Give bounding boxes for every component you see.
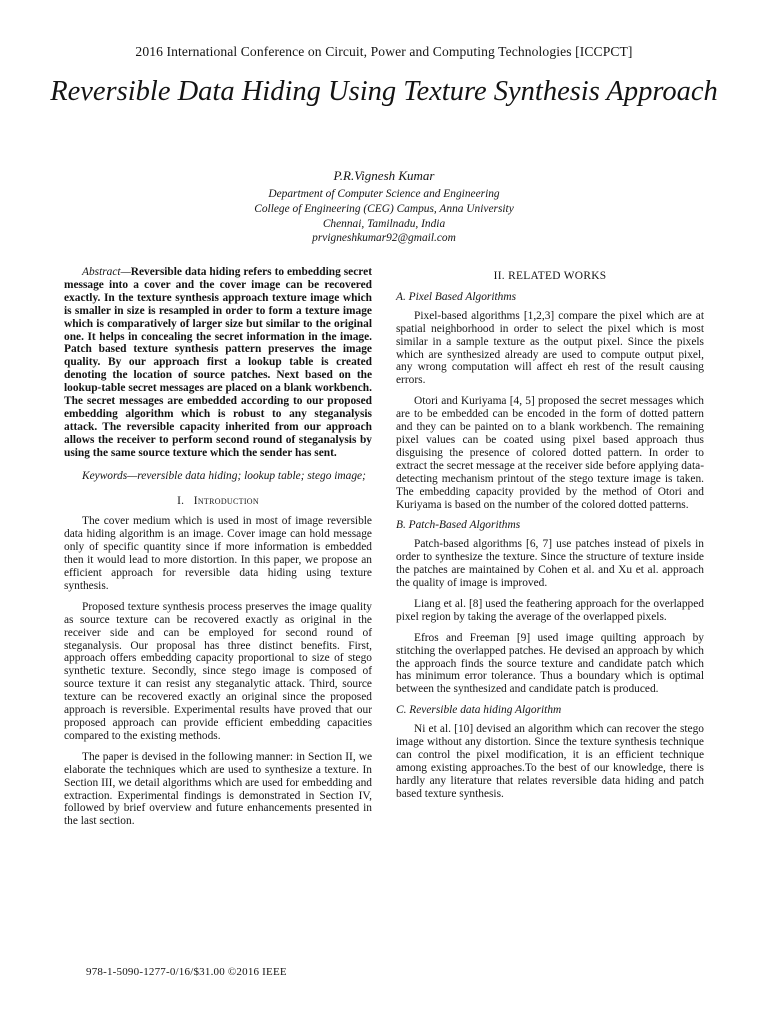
subsection-heading: B. Patch-Based Algorithms: [396, 519, 521, 532]
related-paragraph: Patch-based algorithms [6, 7] use patches instead of pixels in order to synthesize the texture. Since the structure of texture inside the patches are maintained by Cohen et al. and Xu et al. approach the quality of image is improved.: [396, 538, 704, 590]
right-column: [396, 270, 704, 809]
related-paragraph: Pixel-based algorithms [1,2,3] compare the pixel which are at spatial neighborhood in order to select the pixel which is most similar in a sample texture as the output pixel. Since the pixels which are synthesized already are used to compute output pixel, any wrong computation will affect eh rest of the result causing errors.: [396, 309, 704, 387]
section-heading-related-works: II. RELATED WORKS: [493, 270, 607, 282]
author-location: Chennai, Tamilnadu, India: [322, 217, 446, 230]
section-heading-introduction: [64, 495, 372, 508]
intro-paragraph: The paper is devised in the following manner: in Section II, we elaborate the techniques which are used to synthesize a texture. In Section III, we detail algorithms which are used for embedding and extraction. Experimental findings is demonstrated in Section IV, followed by brief overview and future enhancements presented in the last section.: [64, 750, 372, 828]
related-paragraph: Otori and Kuriyama [4, 5] proposed the secret messages which are to be embedded can be encoded in the form of dotted pattern and they can be painted on to a blank workbench. The remaining pixel values can be coated using pixel based approach thus disguising the presence of colored dotted pattern. In order to extract the secret message at the receiver side before applying data-detecting mechanism printout of the stego texture image is taken. The embedding capacity provided by the method of Otori and Kuriyama is based on the number of the colored dotted patterns.: [396, 395, 704, 511]
subsection-heading: A. Pixel Based Algorithms: [396, 290, 517, 303]
keywords: Keywords—reversible data hiding; lookup table; stego image;: [82, 469, 366, 482]
conference-header: 2016 International Conference on Circuit, Power and Computing Technologies [ICCPCT]: [135, 44, 633, 59]
copyright-footer: 978-1-5090-1277-0/16/$31.00 ©2016 IEEE: [86, 966, 287, 978]
abstract-lead: Abstract—: [82, 266, 131, 278]
related-paragraph: Liang et al. [8] used the feathering approach for the overlapped pixel region by taking the average of the overlapped pixels.: [396, 597, 704, 623]
related-paragraph: Ni et al. [10] devised an algorithm which can recover the stego image without any distortion. Since the texture synthesis technique can control the pixel modification, it is an efficient technique among existing approaches.To the best of our knowledge, there is hardly any literature that relates reversible data hiding and patch based texture synthesis.: [396, 723, 704, 800]
subsection-heading: C. Reversible data hiding Algorithm: [396, 704, 562, 717]
author-department: Department of Computer Science and Engineering: [268, 188, 500, 200]
author-college: College of Engineering (CEG) Campus, Anna University: [254, 202, 514, 215]
paper-title: Reversible Data Hiding Using Texture Synthesis Approach: [50, 76, 718, 107]
intro-paragraph: The cover medium which is used in most of image reversible data hiding algorithm is an image. Cover image can hold message only of specific quantity since if more information is embedded then it would lead to more distortion. In this paper, we propose an efficient approach for reversible data hiding using texture synthesis.: [64, 515, 372, 592]
author-email: prvigneshkumar92@gmail.com: [312, 232, 456, 245]
author-block: [0, 168, 768, 246]
related-paragraph: Efros and Freeman [9] used image quilting approach by stitching the overlapped patches. He devised an approach by which the approach finds the source texture and candidate patch which has minimum error tolerance. Thus a boundary which is optimal between the synthesized and candidate patch is produced.: [396, 631, 704, 696]
abstract-text: Reversible data hiding refers to embedding secret message into a cover and the cover image can be recovered exactly. In the texture synthesis approach texture image which is smaller in size is resampled in order to form a texture image which is comparatively of larger size but similar to the original one. It helps in concealing the secret information in the image. Patch based texture synthesis pattern preserves the image quality. By our approach first a lookup table is created denoting the location of source patches. Next based on the lookup-table secret messages are placed on a blank workbench. The secret messages are embedded according to our proposed embedding algorithm which is robust to any steganalysis attack. The reversible capacity inherited from our approach allows the receiver to perform second round of steganalysis by using the same source texture which the sender has sent.: [64, 266, 372, 459]
left-column: [64, 266, 372, 836]
section-title: Introduction: [193, 494, 259, 507]
section-number: I.: [177, 494, 185, 507]
author-name: P.R.Vignesh Kumar: [333, 168, 435, 183]
intro-paragraph: Proposed texture synthesis process preserves the image quality as source texture can be recovered exactly as original in the receiver side and can be employed for second round of steganalysis. Our proposal has three distinct benefits. First, approach offers embedding capacity proportional to size of stego synthetic texture. Secondly, since stego image is composed of source texture it can resist any steganalytic attack. Third, source texture can be recovered exactly an original since the proposed approach is reversible. Experimental results have proved that our proposed approach can provide efficient embedding capacities compared to the existing methods.: [64, 600, 372, 742]
abstract: [64, 266, 372, 460]
